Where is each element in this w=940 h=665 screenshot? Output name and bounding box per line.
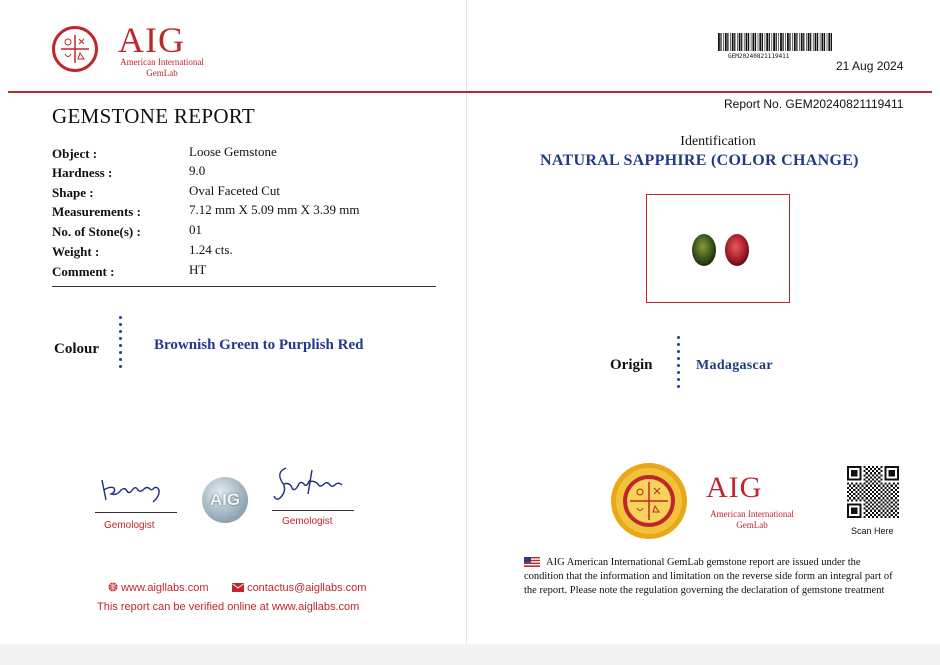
header-divider xyxy=(8,91,932,93)
brand-subtitle xyxy=(112,57,212,79)
brand-sub-line-1: American International xyxy=(120,57,204,67)
colour-value: Brownish Green to Purplish Red xyxy=(154,337,364,353)
red-stone xyxy=(725,234,749,266)
email-text: contactus@aigllabs.com xyxy=(247,582,367,594)
aig-seal-icon xyxy=(610,462,688,540)
globe-icon xyxy=(108,582,118,592)
detail-label: Comment : xyxy=(52,264,115,279)
detail-value: 01 xyxy=(189,222,202,237)
detail-row-stones xyxy=(52,224,452,242)
scan-label: Scan Here xyxy=(851,526,894,536)
left-gemologist-title: Gemologist xyxy=(104,520,155,531)
detail-value: 1.24 cts. xyxy=(189,242,233,257)
mail-icon xyxy=(232,583,244,592)
left-signature-line xyxy=(95,512,177,513)
brand-name: AIG xyxy=(118,20,185,60)
qr-code-icon[interactable] xyxy=(847,466,899,518)
footer-brand-name: AIG xyxy=(706,471,763,504)
identification-value: NATURAL SAPPHIRE (COLOR CHANGE) xyxy=(540,152,859,169)
detail-label: Shape : xyxy=(52,185,94,200)
hologram-text: AIG xyxy=(209,490,241,509)
right-signature-line xyxy=(272,510,354,511)
detail-label: Measurements : xyxy=(52,204,141,219)
verify-note: This report can be verified online at www.aigllabs.com xyxy=(97,601,360,613)
report-title: GEMSTONE REPORT xyxy=(52,104,255,128)
right-gemologist-title: Gemologist xyxy=(282,516,333,527)
colour-label: Colour xyxy=(54,341,99,357)
detail-row-measurements xyxy=(52,204,452,222)
aig-logo-icon xyxy=(52,26,98,72)
barcode-icon xyxy=(718,33,834,51)
footer-brand-sub-line-1: American International xyxy=(710,509,794,519)
origin-value: Madagascar xyxy=(696,358,773,373)
gemstone-image xyxy=(647,195,789,302)
gemstone-photo xyxy=(646,194,790,303)
brand-sub-line-2: GemLab xyxy=(146,68,178,78)
report-date: 21 Aug 2024 xyxy=(836,59,904,73)
origin-label: Origin xyxy=(610,357,653,373)
detail-value: Loose Gemstone xyxy=(189,144,277,159)
detail-value: Oval Faceted Cut xyxy=(189,183,280,198)
detail-row-hardness xyxy=(52,165,452,183)
origin-separator xyxy=(677,336,680,392)
footer-brand-subtitle xyxy=(702,509,802,531)
email-link[interactable] xyxy=(232,582,366,594)
colour-separator xyxy=(119,316,122,372)
details-divider xyxy=(52,286,436,287)
report-number: Report No. GEM20240821119411 xyxy=(724,97,904,111)
barcode-number: GEM20240821119411 xyxy=(728,53,790,60)
disclaimer-text: AIG American International GemLab gemstone report are issued under the condition that the information and limitation on the reverse side form an integral part of the report. Please note the regulation governing the declaration of gemstone treatment xyxy=(524,557,893,596)
detail-label: No. of Stone(s) : xyxy=(52,224,141,239)
identification-label: Identification xyxy=(680,134,756,149)
detail-row-shape xyxy=(52,185,452,203)
detail-row-comment xyxy=(52,264,452,282)
hologram-seal xyxy=(202,477,248,523)
right-signature xyxy=(272,460,354,510)
footer-brand-sub-line-2: GemLab xyxy=(736,520,768,530)
detail-value: 7.12 mm X 5.09 mm X 3.39 mm xyxy=(189,202,360,217)
detail-value: HT xyxy=(189,262,207,277)
detail-label: Weight : xyxy=(52,244,100,259)
detail-row-weight xyxy=(52,244,452,262)
detail-value: 9.0 xyxy=(189,163,206,178)
detail-label: Hardness : xyxy=(52,165,113,180)
fold-line xyxy=(466,0,467,665)
website-link[interactable] xyxy=(108,582,208,594)
detail-row-object xyxy=(52,146,452,164)
paper-edge xyxy=(0,644,940,665)
green-stone xyxy=(692,234,716,266)
website-text: www.aigllabs.com xyxy=(121,582,209,594)
detail-label: Object : xyxy=(52,146,98,161)
left-signature xyxy=(96,470,178,510)
